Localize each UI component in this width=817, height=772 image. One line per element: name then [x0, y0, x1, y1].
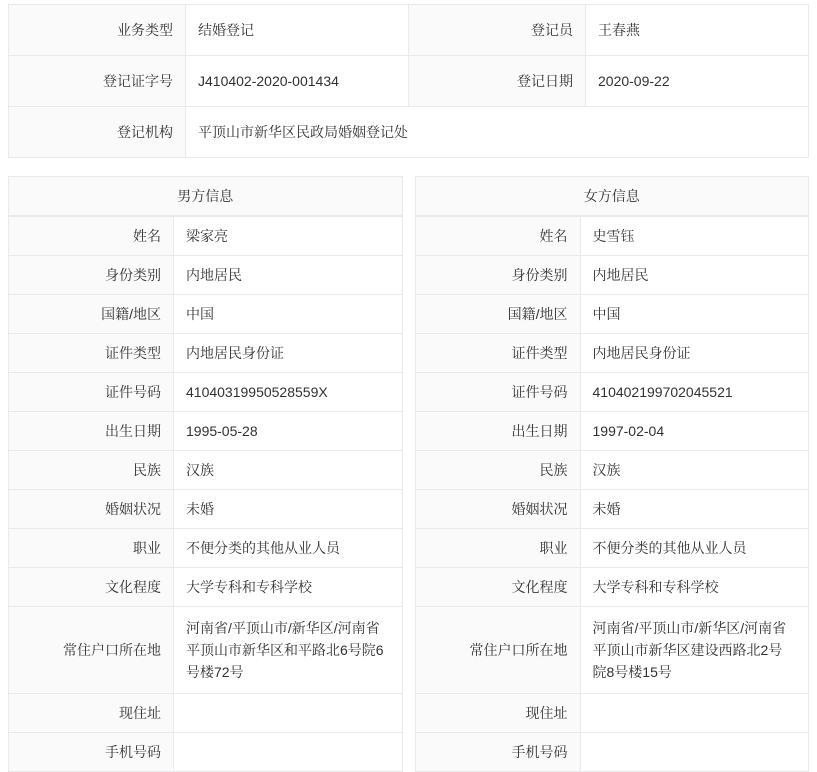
female-field-value: 大学专科和专科学校: [580, 568, 808, 607]
table-row: [416, 412, 809, 451]
male-field-value: 内地居民: [174, 256, 402, 295]
female-field-label: 常住户口所在地: [416, 607, 581, 694]
female-info-panel: [415, 176, 810, 772]
male-field-value: 内地居民身份证: [174, 334, 402, 373]
female-field-label: 姓名: [416, 217, 581, 256]
female-field-value: 410402199702045521: [580, 373, 808, 412]
table-row: [9, 694, 402, 733]
male-field-label: 国籍/地区: [9, 295, 174, 334]
female-field-value: 汉族: [580, 451, 808, 490]
table-row: [9, 217, 402, 256]
female-field-value: 内地居民: [580, 256, 808, 295]
registration-date-value: 2020-09-22: [586, 56, 809, 107]
table-row: [416, 490, 809, 529]
male-field-value: 河南省/平顶山市/新华区/河南省平顶山市新华区和平路北6号院6号楼72号: [174, 607, 402, 694]
male-field-value: 大学专科和专科学校: [174, 568, 402, 607]
table-row: [416, 568, 809, 607]
male-field-label: 文化程度: [9, 568, 174, 607]
table-row: [416, 451, 809, 490]
table-row: [9, 412, 402, 451]
male-field-label: 出生日期: [9, 412, 174, 451]
male-field-label: 证件类型: [9, 334, 174, 373]
female-field-label: 国籍/地区: [416, 295, 581, 334]
female-field-value: [580, 694, 808, 733]
table-row: [416, 607, 809, 694]
female-field-value: 内地居民身份证: [580, 334, 808, 373]
female-field-label: 出生日期: [416, 412, 581, 451]
female-field-label: 民族: [416, 451, 581, 490]
male-field-label: 姓名: [9, 217, 174, 256]
male-field-label: 手机号码: [9, 733, 174, 772]
table-row: [416, 295, 809, 334]
table-row: [9, 56, 809, 107]
female-field-value: 中国: [580, 295, 808, 334]
table-row: [9, 256, 402, 295]
business-type-value: 结婚登记: [186, 5, 409, 56]
registration-agency-label: 登记机构: [9, 107, 186, 158]
table-row: [9, 373, 402, 412]
party-panels: [8, 176, 809, 772]
table-row: [9, 529, 402, 568]
female-field-value: 1997-02-04: [580, 412, 808, 451]
male-field-value: 汉族: [174, 451, 402, 490]
table-row: [9, 334, 402, 373]
table-row: [9, 107, 809, 158]
male-field-label: 婚姻状况: [9, 490, 174, 529]
female-field-label: 证件类型: [416, 334, 581, 373]
table-row: [9, 607, 402, 694]
female-field-label: 手机号码: [416, 733, 581, 772]
male-field-value: 梁家亮: [174, 217, 402, 256]
table-row: [416, 334, 809, 373]
female-field-value: 史雪钰: [580, 217, 808, 256]
registrar-value: 王春燕: [586, 5, 809, 56]
female-field-label: 现住址: [416, 694, 581, 733]
male-field-value: 未婚: [174, 490, 402, 529]
female-field-label: 身份类别: [416, 256, 581, 295]
female-field-value: 河南省/平顶山市/新华区/河南省平顶山市新华区建设西路北2号院8号楼15号: [580, 607, 808, 694]
registration-agency-value: 平顶山市新华区民政局婚姻登记处: [186, 107, 809, 158]
table-row: [9, 490, 402, 529]
certificate-number-value: J410402-2020-001434: [186, 56, 409, 107]
female-field-label: 婚姻状况: [416, 490, 581, 529]
female-field-value: 未婚: [580, 490, 808, 529]
male-field-label: 民族: [9, 451, 174, 490]
table-row: [9, 295, 402, 334]
male-field-label: 现住址: [9, 694, 174, 733]
male-panel-title: 男方信息: [9, 177, 402, 216]
male-info-panel: [8, 176, 403, 772]
table-row: [416, 529, 809, 568]
female-info-table: [416, 216, 809, 771]
male-field-value: 1995-05-28: [174, 412, 402, 451]
female-field-value: 不便分类的其他从业人员: [580, 529, 808, 568]
certificate-number-label: 登记证字号: [9, 56, 186, 107]
female-field-label: 职业: [416, 529, 581, 568]
male-field-label: 常住户口所在地: [9, 607, 174, 694]
female-panel-title: 女方信息: [416, 177, 809, 216]
table-row: [416, 694, 809, 733]
male-field-value: [174, 694, 402, 733]
male-info-table: [9, 216, 402, 771]
male-field-value: 41040319950528559X: [174, 373, 402, 412]
male-field-value: 中国: [174, 295, 402, 334]
registration-date-label: 登记日期: [409, 56, 586, 107]
female-field-label: 证件号码: [416, 373, 581, 412]
male-field-value: 不便分类的其他从业人员: [174, 529, 402, 568]
table-row: [416, 217, 809, 256]
female-field-label: 文化程度: [416, 568, 581, 607]
table-row: [416, 256, 809, 295]
male-field-label: 身份类别: [9, 256, 174, 295]
male-field-label: 证件号码: [9, 373, 174, 412]
registrar-label: 登记员: [409, 5, 586, 56]
table-row: [416, 373, 809, 412]
table-row: [9, 5, 809, 56]
business-type-label: 业务类型: [9, 5, 186, 56]
male-field-label: 职业: [9, 529, 174, 568]
registration-summary-table: [8, 4, 809, 158]
table-row: [9, 568, 402, 607]
table-row: [9, 451, 402, 490]
